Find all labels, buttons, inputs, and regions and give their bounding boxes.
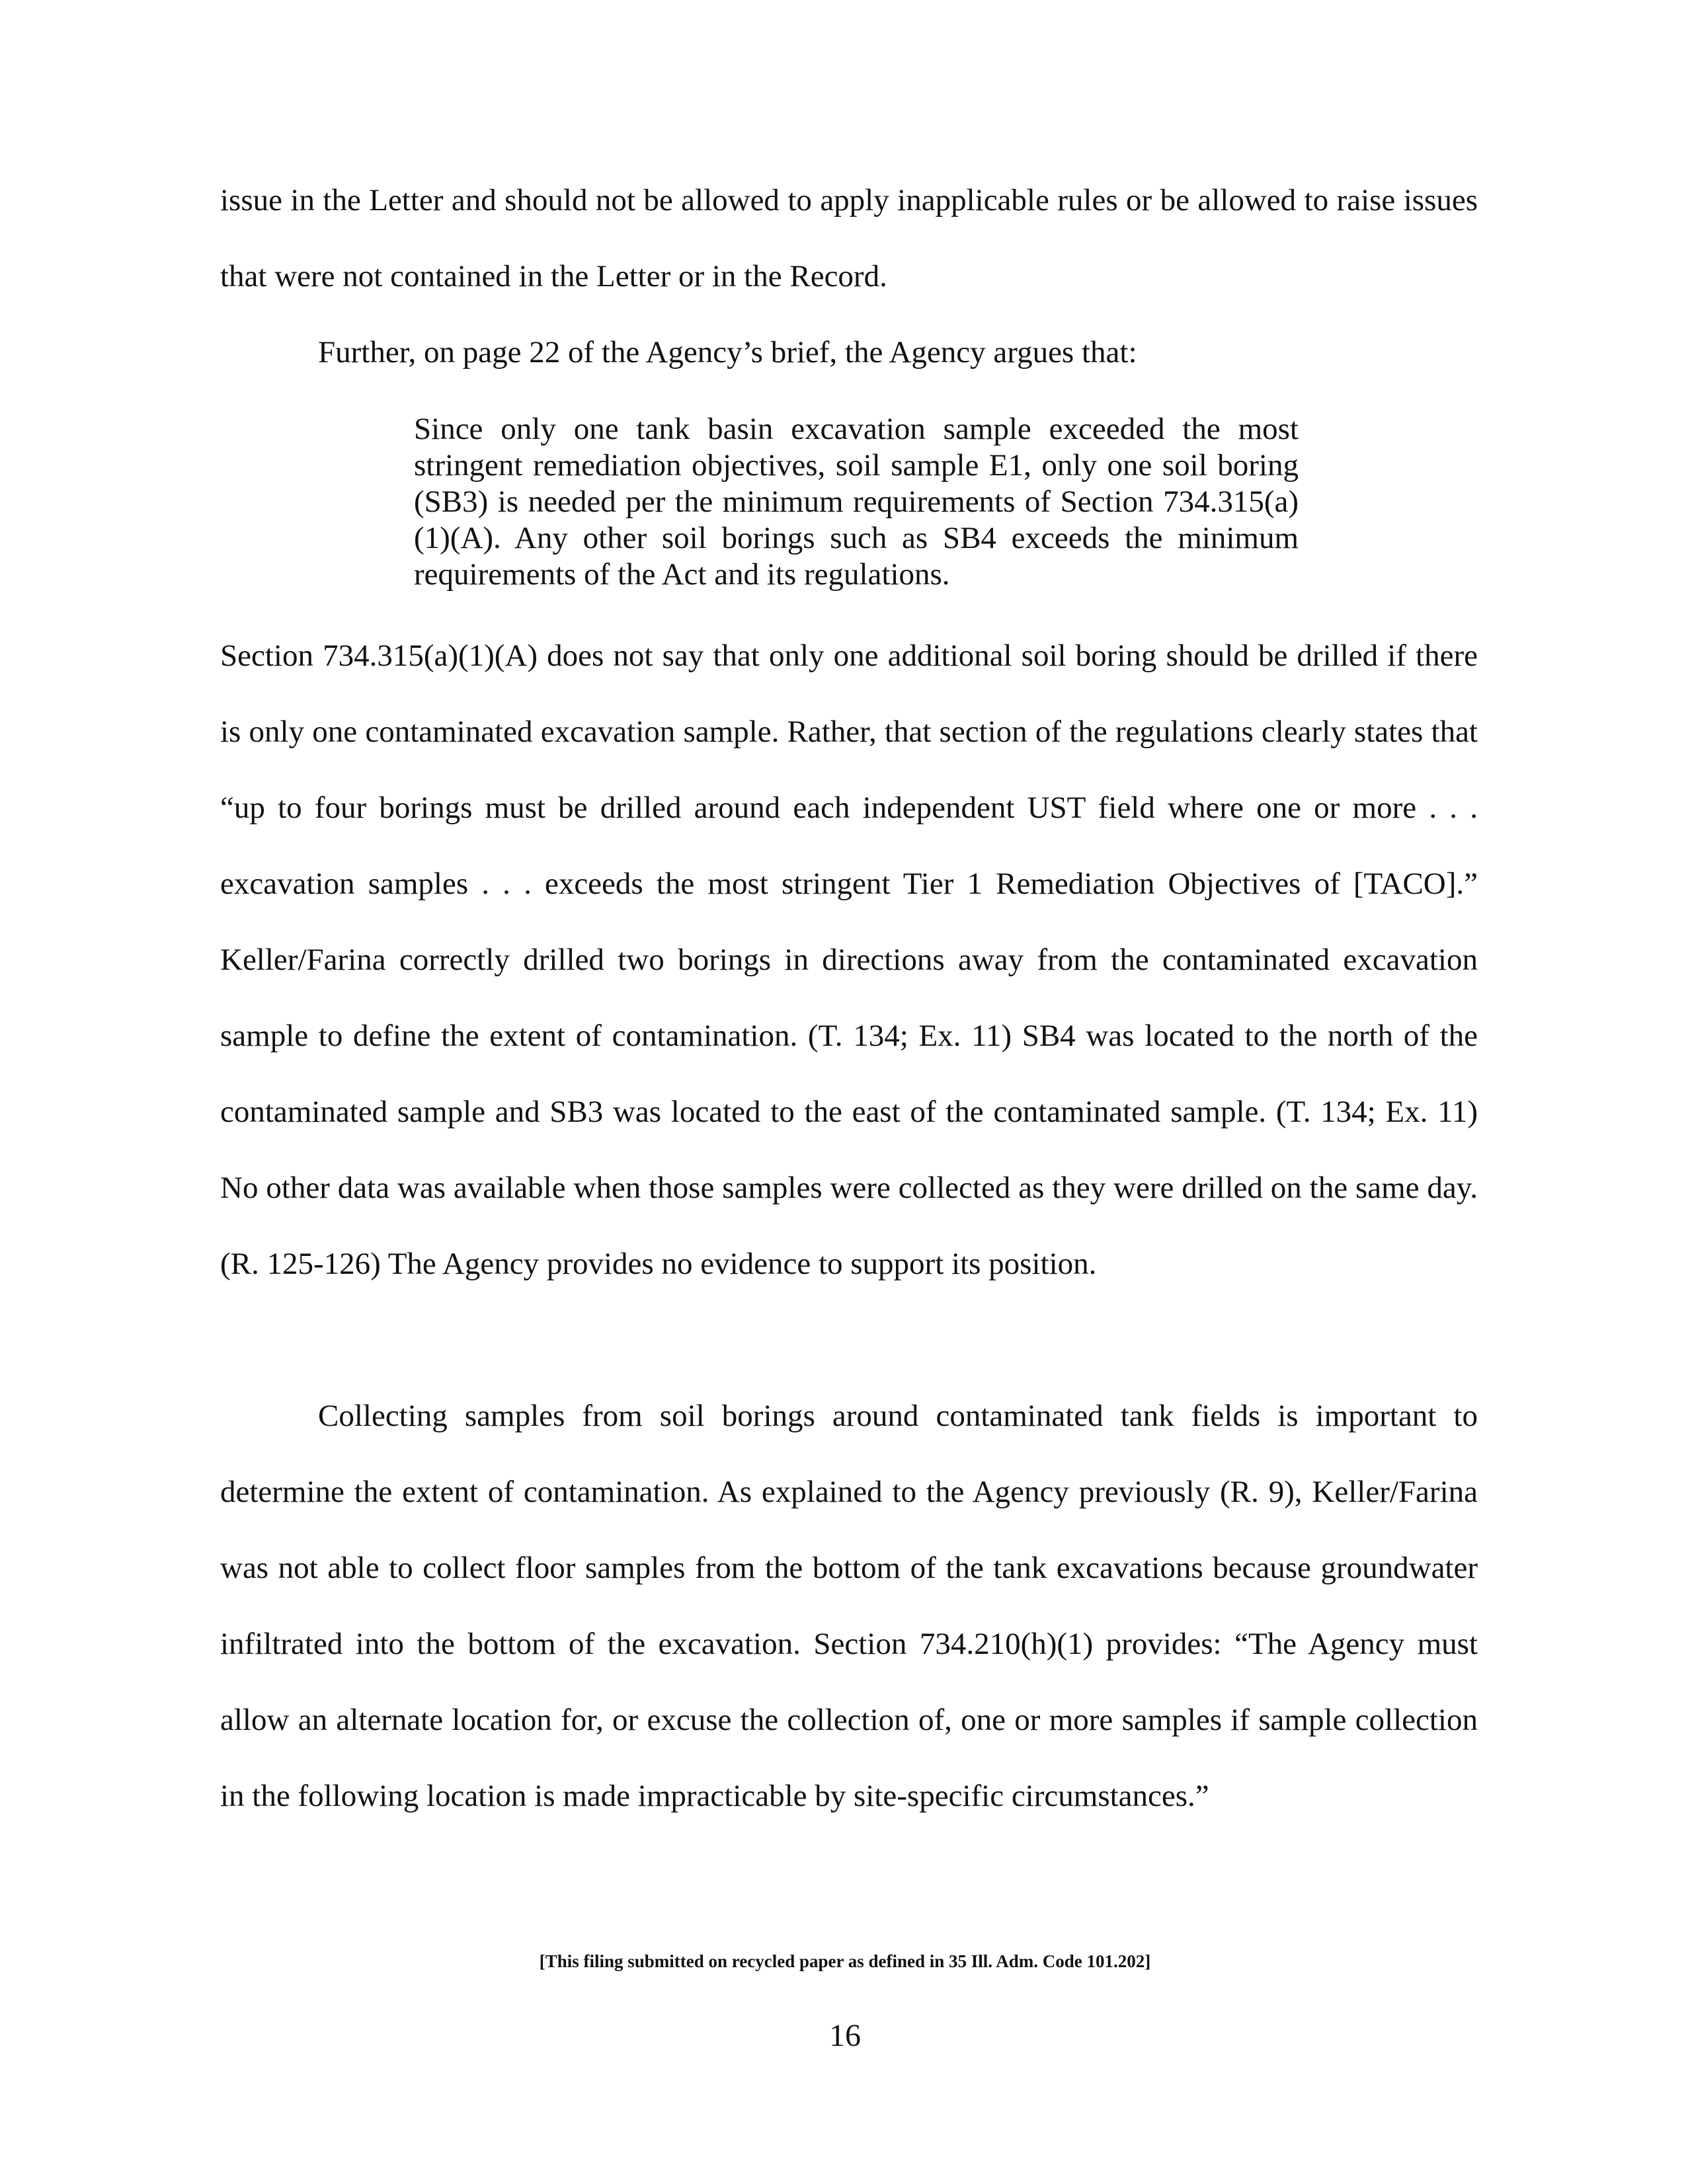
page-number: 16	[829, 2018, 861, 2053]
paragraph-intro-quote: Further, on page 22 of the Agency’s brief, the Agency argues that:	[318, 335, 1137, 370]
paragraph-soil-borings: Collecting samples from soil borings around contaminated tank fields is important to determine the extent of contamination. As explained to the Agency previously (R. 9), Keller/Farina was not able to collect floor samples from the bottom of the tank excavations because groundwater infiltrated into the bottom of the excavation. Section 734.210(h)(1) provides: “The Agency must allow an alternate location for, or excuse the collection of, one or more samples if sample collection in the following location is made impracticable by site-specific circumstances.”	[220, 1399, 1478, 1813]
paragraph-section-analysis: Section 734.315(a)(1)(A) does not say that only one additional soil boring should be drilled if there is only one contaminated excavation sample. Rather, that section of the regulations clearly states that “up to four borings must be drilled around each independent UST field where one or more . . . excavation samples . . . exceeds the most stringent Tier 1 Remediation Objectives of [TACO].” Keller/Farina correctly drilled two borings in directions away from the contaminated excavation sample to define the extent of contamination. (T. 134; Ex. 11) SB4 was located to the north of the contaminated sample and SB3 was located to the east of the contaminated sample. (T. 134; Ex. 11) No other data was available when those samples were collected as they were drilled on the same day. (R. 125-126) The Agency provides no evidence to support its position.	[220, 639, 1478, 1281]
recycled-paper-note: [This filing submitted on recycled paper as defined in 35 Ill. Adm. Code 101.202]	[539, 1951, 1151, 1971]
paragraph-continuation: issue in the Letter and should not be allowed to apply inapplicable rules or be allowed to raise issues that were not contained in the Letter or in the Record.	[220, 183, 1478, 293]
block-quote: Since only one tank basin excavation sample exceeded the most stringent remediation objectives, soil sample E1, only one soil boring (SB3) is needed per the minimum requirements of Section 734.315(a)(1)(A). Any other soil borings such as SB4 exceeds the minimum requirements of the Act and its regulations.	[414, 412, 1299, 592]
